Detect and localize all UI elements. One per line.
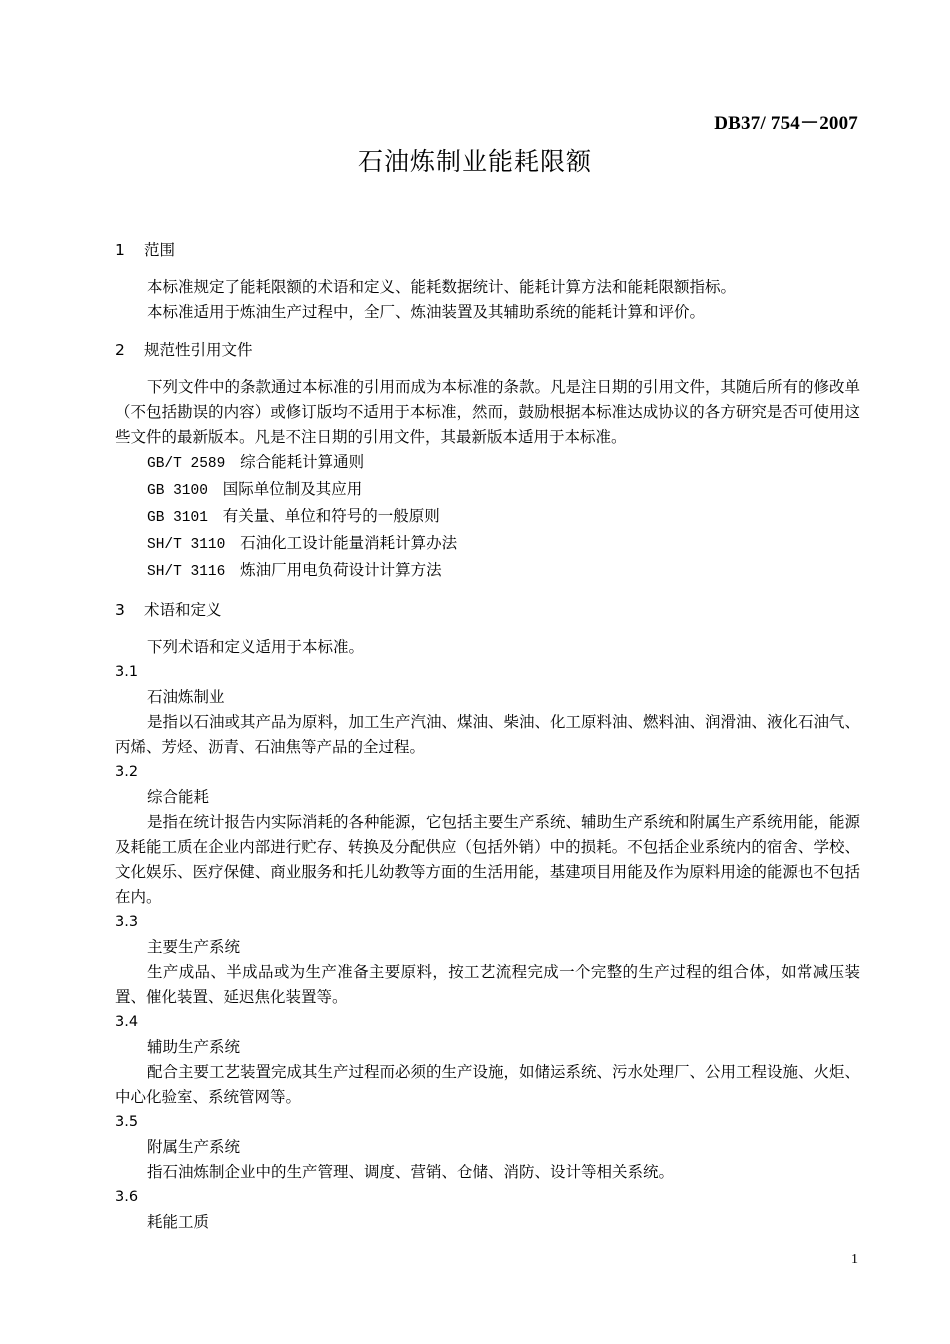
paragraph: 下列术语和定义适用于本标准。 — [147, 638, 365, 656]
reference-code: GB/T 2589 — [147, 456, 226, 472]
section-title: 规范性引用文件 — [143, 341, 253, 359]
document-title: 石油炼制业能耗限额 — [357, 147, 592, 176]
reference-item — [115, 477, 860, 504]
term-definition: 配合主要工艺装置完成其生产过程而必须的生产设施，如储运系统、污水处理厂、公用工程设施、火炬、中心化验室、系统管网等。 — [115, 1063, 861, 1106]
section-heading-normative-references — [115, 338, 860, 363]
reference-name: 石油化工设计能量消耗计算办法 — [240, 534, 458, 552]
term-number: 3.6 — [115, 1189, 139, 1205]
reference-name: 国际单位制及其应用 — [222, 480, 363, 498]
reference-name: 综合能耗计算通则 — [240, 453, 365, 471]
reference-item — [115, 558, 860, 585]
reference-name: 炼油厂用电负荷设计计算方法 — [240, 561, 442, 579]
term-name: 附属生产系统 — [147, 1138, 241, 1156]
reference-code: SH/T 3116 — [147, 564, 226, 580]
term-definition: 是指在统计报告内实际消耗的各种能源，它包括主要生产系统、辅助生产系统和附属生产系统用能，能源及耗能工质在企业内部进行贮存、转换及分配供应（包括外销）中的损耗。不包括企业系统内的宿舍、学校、文化娱乐、医疗保健、商业服务和托儿幼教等方面的生活用能，基建项目用能及作为原料用途的能源也不包括在内。 — [115, 813, 861, 906]
section-title: 术语和定义 — [143, 601, 222, 619]
term-name: 辅助生产系统 — [147, 1038, 241, 1056]
document-body — [115, 238, 860, 1235]
reference-item — [115, 504, 860, 531]
section-heading-terms-definitions — [115, 598, 860, 623]
term-number: 3.3 — [115, 914, 139, 930]
term-number: 3.2 — [115, 764, 139, 780]
term-definition: 生产成品、半成品或为生产准备主要原料，按工艺流程完成一个完整的生产过程的组合体，如常减压装置、催化装置、延迟焦化装置等。 — [115, 963, 860, 1006]
section-title: 范围 — [143, 241, 175, 259]
term-name: 综合能耗 — [147, 788, 210, 806]
section-number: 1 — [115, 241, 125, 259]
term-definition: 是指以石油或其产品为原料，加工生产汽油、煤油、柴油、化工原料油、燃料油、润滑油、液化石油气、丙烯、芳烃、沥青、石油焦等产品的全过程。 — [115, 713, 861, 756]
reference-item — [115, 450, 860, 477]
standard-code: DB37/ 754－2007 — [714, 113, 858, 134]
term-name: 石油炼制业 — [147, 688, 225, 706]
reference-code: GB 3100 — [147, 483, 208, 499]
reference-code: SH/T 3110 — [147, 537, 226, 553]
section-number: 3 — [115, 601, 125, 619]
section-heading-scope — [115, 238, 860, 263]
term-number: 3.4 — [115, 1014, 139, 1030]
reference-name: 有关量、单位和符号的一般原则 — [222, 507, 440, 525]
page-number: 1 — [851, 1252, 858, 1267]
term-name: 主要生产系统 — [147, 938, 241, 956]
paragraph: 下列文件中的条款通过本标准的引用而成为本标准的条款。凡是注日期的引用文件，其随后所有的修改单（不包括勘误的内容）或修订版均不适用于本标准，然而，鼓励根据本标准达成协议的各方研究是否可使用这些文件的最新版本。凡是不注日期的引用文件，其最新版本适用于本标准。 — [115, 378, 861, 446]
paragraph: 本标准适用于炼油生产过程中，全厂、炼油装置及其辅助系统的能耗计算和评价。 — [147, 303, 706, 321]
section-number: 2 — [115, 341, 125, 359]
term-definition: 指石油炼制企业中的生产管理、调度、营销、仓储、消防、设计等相关系统。 — [147, 1163, 675, 1181]
term-name: 耗能工质 — [147, 1213, 210, 1231]
reference-code: GB 3101 — [147, 510, 208, 526]
reference-item — [115, 531, 860, 558]
term-number: 3.1 — [115, 664, 139, 680]
term-number: 3.5 — [115, 1114, 139, 1130]
paragraph: 本标准规定了能耗限额的术语和定义、能耗数据统计、能耗计算方法和能耗限额指标。 — [147, 278, 737, 296]
